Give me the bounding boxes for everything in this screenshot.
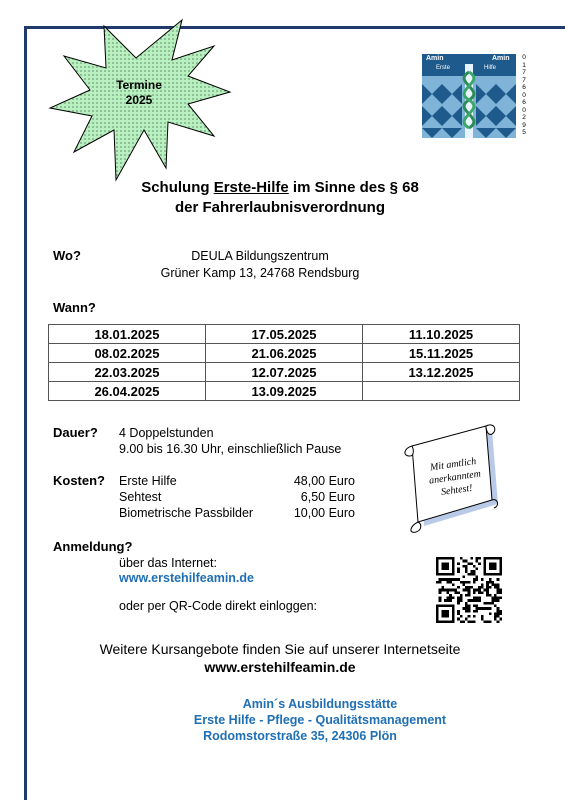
duration-line2: 9.00 bis 16.30 Uhr, einschließlich Pause	[119, 442, 342, 456]
costs-list	[119, 473, 355, 521]
more-courses-link[interactable]: www.erstehilfeamin.de	[204, 659, 356, 675]
logo-digit: 7	[522, 76, 526, 84]
date-cell: 15.11.2025	[363, 344, 520, 363]
registration-label: Anmeldung?	[53, 539, 133, 554]
date-cell: 08.02.2025	[49, 344, 206, 363]
registration-link[interactable]: www.erstehilfeamin.de	[119, 571, 254, 585]
where-line1: DEULA Bildungszentrum	[191, 249, 329, 263]
logo-sub-right: Hilfe	[484, 65, 497, 71]
star-label	[44, 78, 234, 108]
dates-table	[48, 324, 520, 401]
date-cell: 22.03.2025	[49, 363, 206, 382]
logo-word-left: Amin	[426, 55, 444, 62]
where-line2: Grüner Kamp 13, 24768 Rendsburg	[160, 266, 360, 280]
date-cell: 17.05.2025	[206, 325, 363, 344]
date-row	[49, 344, 520, 363]
date-cell: 13.09.2025	[206, 382, 363, 401]
date-cell: 11.10.2025	[363, 325, 520, 344]
when-label: Wann?	[53, 300, 96, 315]
date-cell: 26.04.2025	[49, 382, 206, 401]
logo-digit: 5	[522, 129, 526, 136]
logo-digit: 6	[522, 84, 526, 91]
logo-word-right: Amin	[492, 55, 510, 62]
more-courses	[60, 640, 500, 676]
star-label-line2: 2025	[125, 93, 153, 107]
cost-row-first-aid	[119, 473, 355, 489]
title-prefix: Schulung	[141, 179, 214, 196]
logo-phone-digits	[519, 54, 529, 137]
scroll-line2: anerkanntem	[428, 468, 482, 487]
date-cell: 18.01.2025	[49, 325, 206, 344]
footer-services: Erste Hilfe - Pflege - Qualitätsmanagement	[193, 713, 447, 727]
duration-line1: 4 Doppelstunden	[119, 426, 214, 440]
costs-label: Kosten?	[53, 473, 105, 488]
logo-digit: 2	[522, 114, 526, 121]
logo-digit: 1	[522, 61, 526, 69]
qr-code[interactable]	[436, 557, 502, 623]
cost-price: 48,00 Euro	[293, 474, 355, 488]
cost-row-passport-photos	[119, 505, 355, 521]
where-address	[150, 248, 370, 282]
footer-company-name: Amin´s Ausbildungsstätte	[242, 697, 398, 711]
logo-digit: 9	[522, 121, 526, 129]
registration-via-qr: oder per QR-Code direkt einloggen:	[119, 599, 318, 613]
star-label-line1: Termine	[116, 78, 162, 92]
title-suffix: im Sinne des § 68	[288, 179, 419, 196]
duration-text	[119, 425, 341, 457]
logo-digit: 0	[522, 106, 526, 114]
scroll-line1: Mit amtlich	[429, 455, 477, 474]
cost-price: 10,00 Euro	[293, 506, 355, 520]
cost-row-eye-test	[119, 489, 355, 505]
where-label: Wo?	[53, 248, 81, 263]
frame-left-border	[24, 26, 27, 800]
date-row	[49, 325, 520, 344]
logo-digit: 7	[522, 69, 526, 76]
date-cell	[363, 382, 520, 401]
date-row	[49, 363, 520, 382]
duration-label: Dauer?	[53, 425, 98, 440]
cost-name: Erste Hilfe	[119, 474, 177, 488]
termine-star-badge	[44, 18, 234, 188]
date-cell: 21.06.2025	[206, 344, 363, 363]
date-row	[49, 382, 520, 401]
company-logo	[422, 54, 530, 138]
logo-digit: 0	[522, 91, 526, 99]
title-line2: der Fahrerlaubnisverordnung	[174, 199, 386, 216]
registration-via-internet: über das Internet:	[119, 556, 217, 570]
more-courses-text: Weitere Kursangebote finden Sie auf unserer Internetseite	[99, 641, 461, 657]
cost-name: Sehtest	[119, 490, 162, 504]
cost-price: 6,50 Euro	[300, 490, 355, 504]
cost-name: Biometrische Passbilder	[119, 506, 254, 520]
date-cell: 12.07.2025	[206, 363, 363, 382]
logo-digit: 0	[522, 54, 526, 61]
page-title	[60, 178, 500, 218]
footer-address: Rodomstorstraße 35, 24306 Plön	[203, 729, 397, 743]
title-underlined: Erste-Hilfe	[213, 179, 289, 196]
logo-digit: 6	[522, 99, 526, 106]
logo-sub-left: Erste	[436, 65, 451, 71]
scroll-line3: Sehtest!	[440, 482, 474, 499]
date-cell: 13.12.2025	[363, 363, 520, 382]
